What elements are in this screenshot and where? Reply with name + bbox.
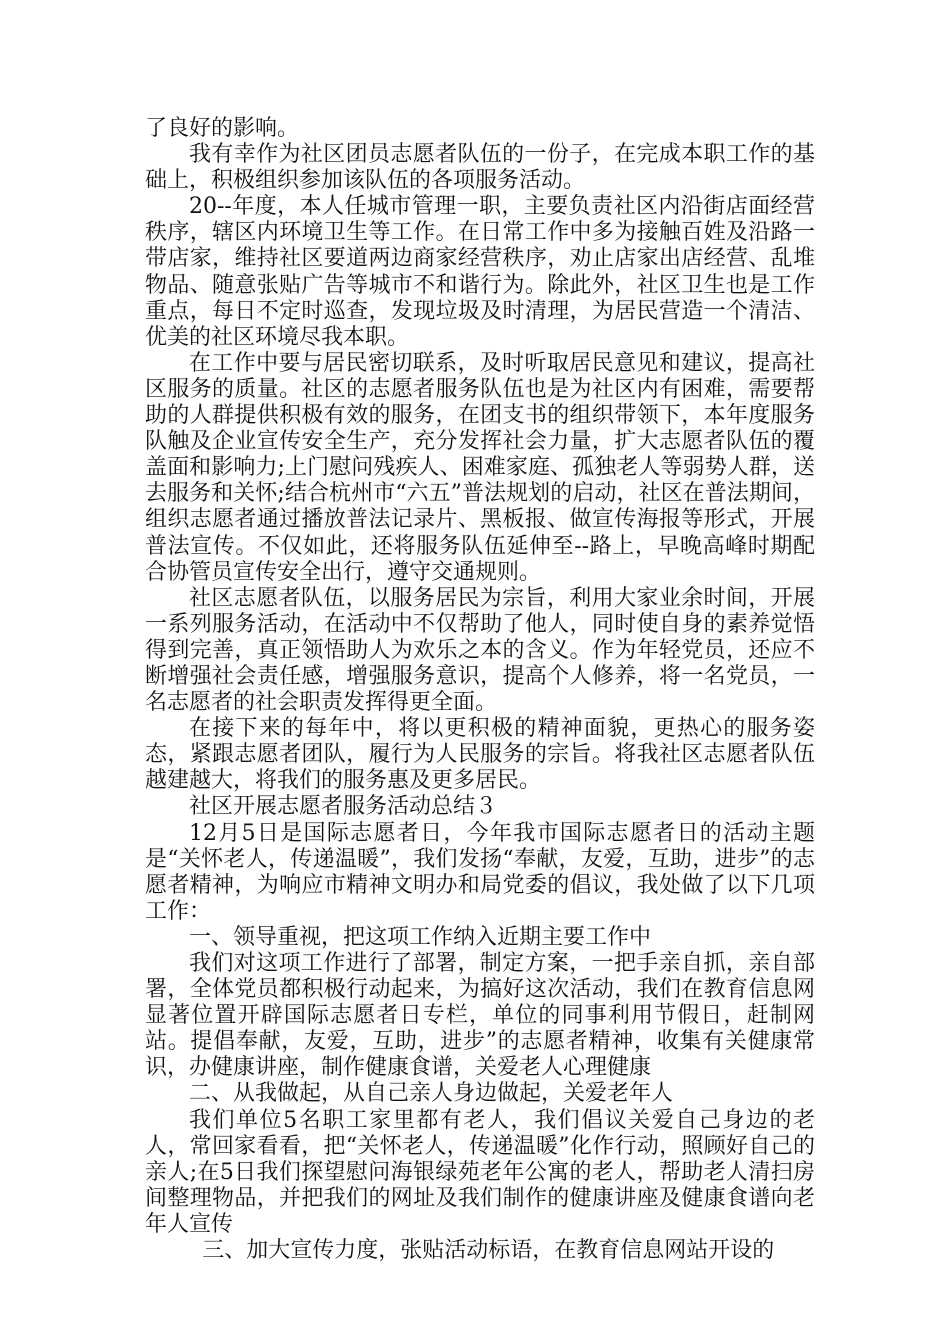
section-heading-summary-3: 社区开展志愿者服务活动总结３: [189, 794, 498, 820]
subheading-care-elderly: 二、从我做起，从自己亲人身边做起，关爱老年人: [189, 1081, 674, 1107]
paragraph-volunteer-day: 12月5日是国际志愿者日，今年我市国际志愿者日的活动主题是“关怀老人，传递温暖”，我们发扬“奉献，友爱，互助，进步”的志愿者精神，为响应市精神文明办和局党委的倡议，我处做了以下几项工作：: [145, 820, 815, 924]
paragraph-team-member: 我有幸作为社区团员志愿者队伍的一份子，在完成本职工作的基础上，积极组织参加该队伍的各项服务活动。: [145, 142, 815, 194]
paragraph-volunteer-team: 社区志愿者队伍，以服务居民为宗旨，利用大家业余时间，开展一系列服务活动，在活动中不仅帮助了他人，同时使自身的素养觉悟得到完善，真正领悟助人为欢乐之本的含义。作为年轻党员，还应不断增强社会责任感，增强服务意识，提高个人修养，将一名党员，一名志愿者的社会职责发挥得更全面。: [145, 585, 815, 716]
paragraph-city-management: 20--年度，本人任城市管理一职，主要负责社区内沿街店面经营秩序，辖区内环境卫生等工作。在日常工作中多为接触百姓及沿路一带店家，维持社区要道两边商家经营秩序，劝止店家出店经营、乱堆物品、随意张贴广告等城市不和谐行为。除此外，社区卫生也是工作重点，每日不定时巡查，发现垃圾及时清理，为居民营造一个清洁、优美的社区环境尽我本职。: [145, 194, 815, 350]
subheading-leadership: 一、领导重视，把这项工作纳入近期主要工作中: [189, 924, 652, 950]
paragraph-future-plans: 在接下来的每年中，将以更积极的精神面貌，更热心的服务姿态，紧跟志愿者团队，履行为人民服务的宗旨。将我社区志愿者队伍越建越大，将我们的服务惠及更多居民。: [145, 716, 815, 794]
subheading-publicity: 三、加大宣传力度，张贴活动标语，在教育信息网站开设的: [202, 1238, 775, 1264]
paragraph-resident-contact: 在工作中要与居民密切联系，及时听取居民意见和建议，提高社区服务的质量。社区的志愿者服务队伍也是为社区内有困难，需要帮助的人群提供积极有效的服务，在团支书的组织带领下，本年度服务队触及企业宣传安全生产，充分发挥社会力量，扩大志愿者队伍的覆盖面和影响力;上门慰问残疾人、困难家庭、孤独老人等弱势人群，送去服务和关怀;结合杭州市“六五”普法规划的启动，社区在普法期间，组织志愿者通过播放普法记录片、黑板报、做宣传海报等形式，开展普法宣传。不仅如此，还将服务队伍延伸至--路上，早晚高峰时期配合协管员宣传安全出行，遵守交通规则。: [145, 350, 815, 585]
document-body: [145, 116, 815, 1264]
paragraph-continuation: 了良好的影响。: [145, 116, 300, 141]
paragraph-deployment: 我们对这项工作进行了部署，制定方案，一把手亲自抓，亲自部署，全体党员都积极行动起来，为搞好这次活动，我们在教育信息网显著位置开辟国际志愿者日专栏，单位的同事利用节假日，赶制网站。提倡奉献，友爱，互助，进步”的志愿者精神，收集有关健康常识，办健康讲座，制作健康食谱，关爱老人心理健康: [145, 951, 815, 1081]
paragraph-staff-elderly: 我们单位5名职工家里都有老人，我们倡议关爱自己身边的老人，常回家看看，把“关怀老人，传递温暖”化作行动，照顾好自己的亲人;在5日我们探望慰问海银绿苑老年公寓的老人，帮助老人清扫房间整理物品，并把我们的网址及我们制作的健康讲座及健康食谱向老年人宣传: [145, 1107, 815, 1237]
